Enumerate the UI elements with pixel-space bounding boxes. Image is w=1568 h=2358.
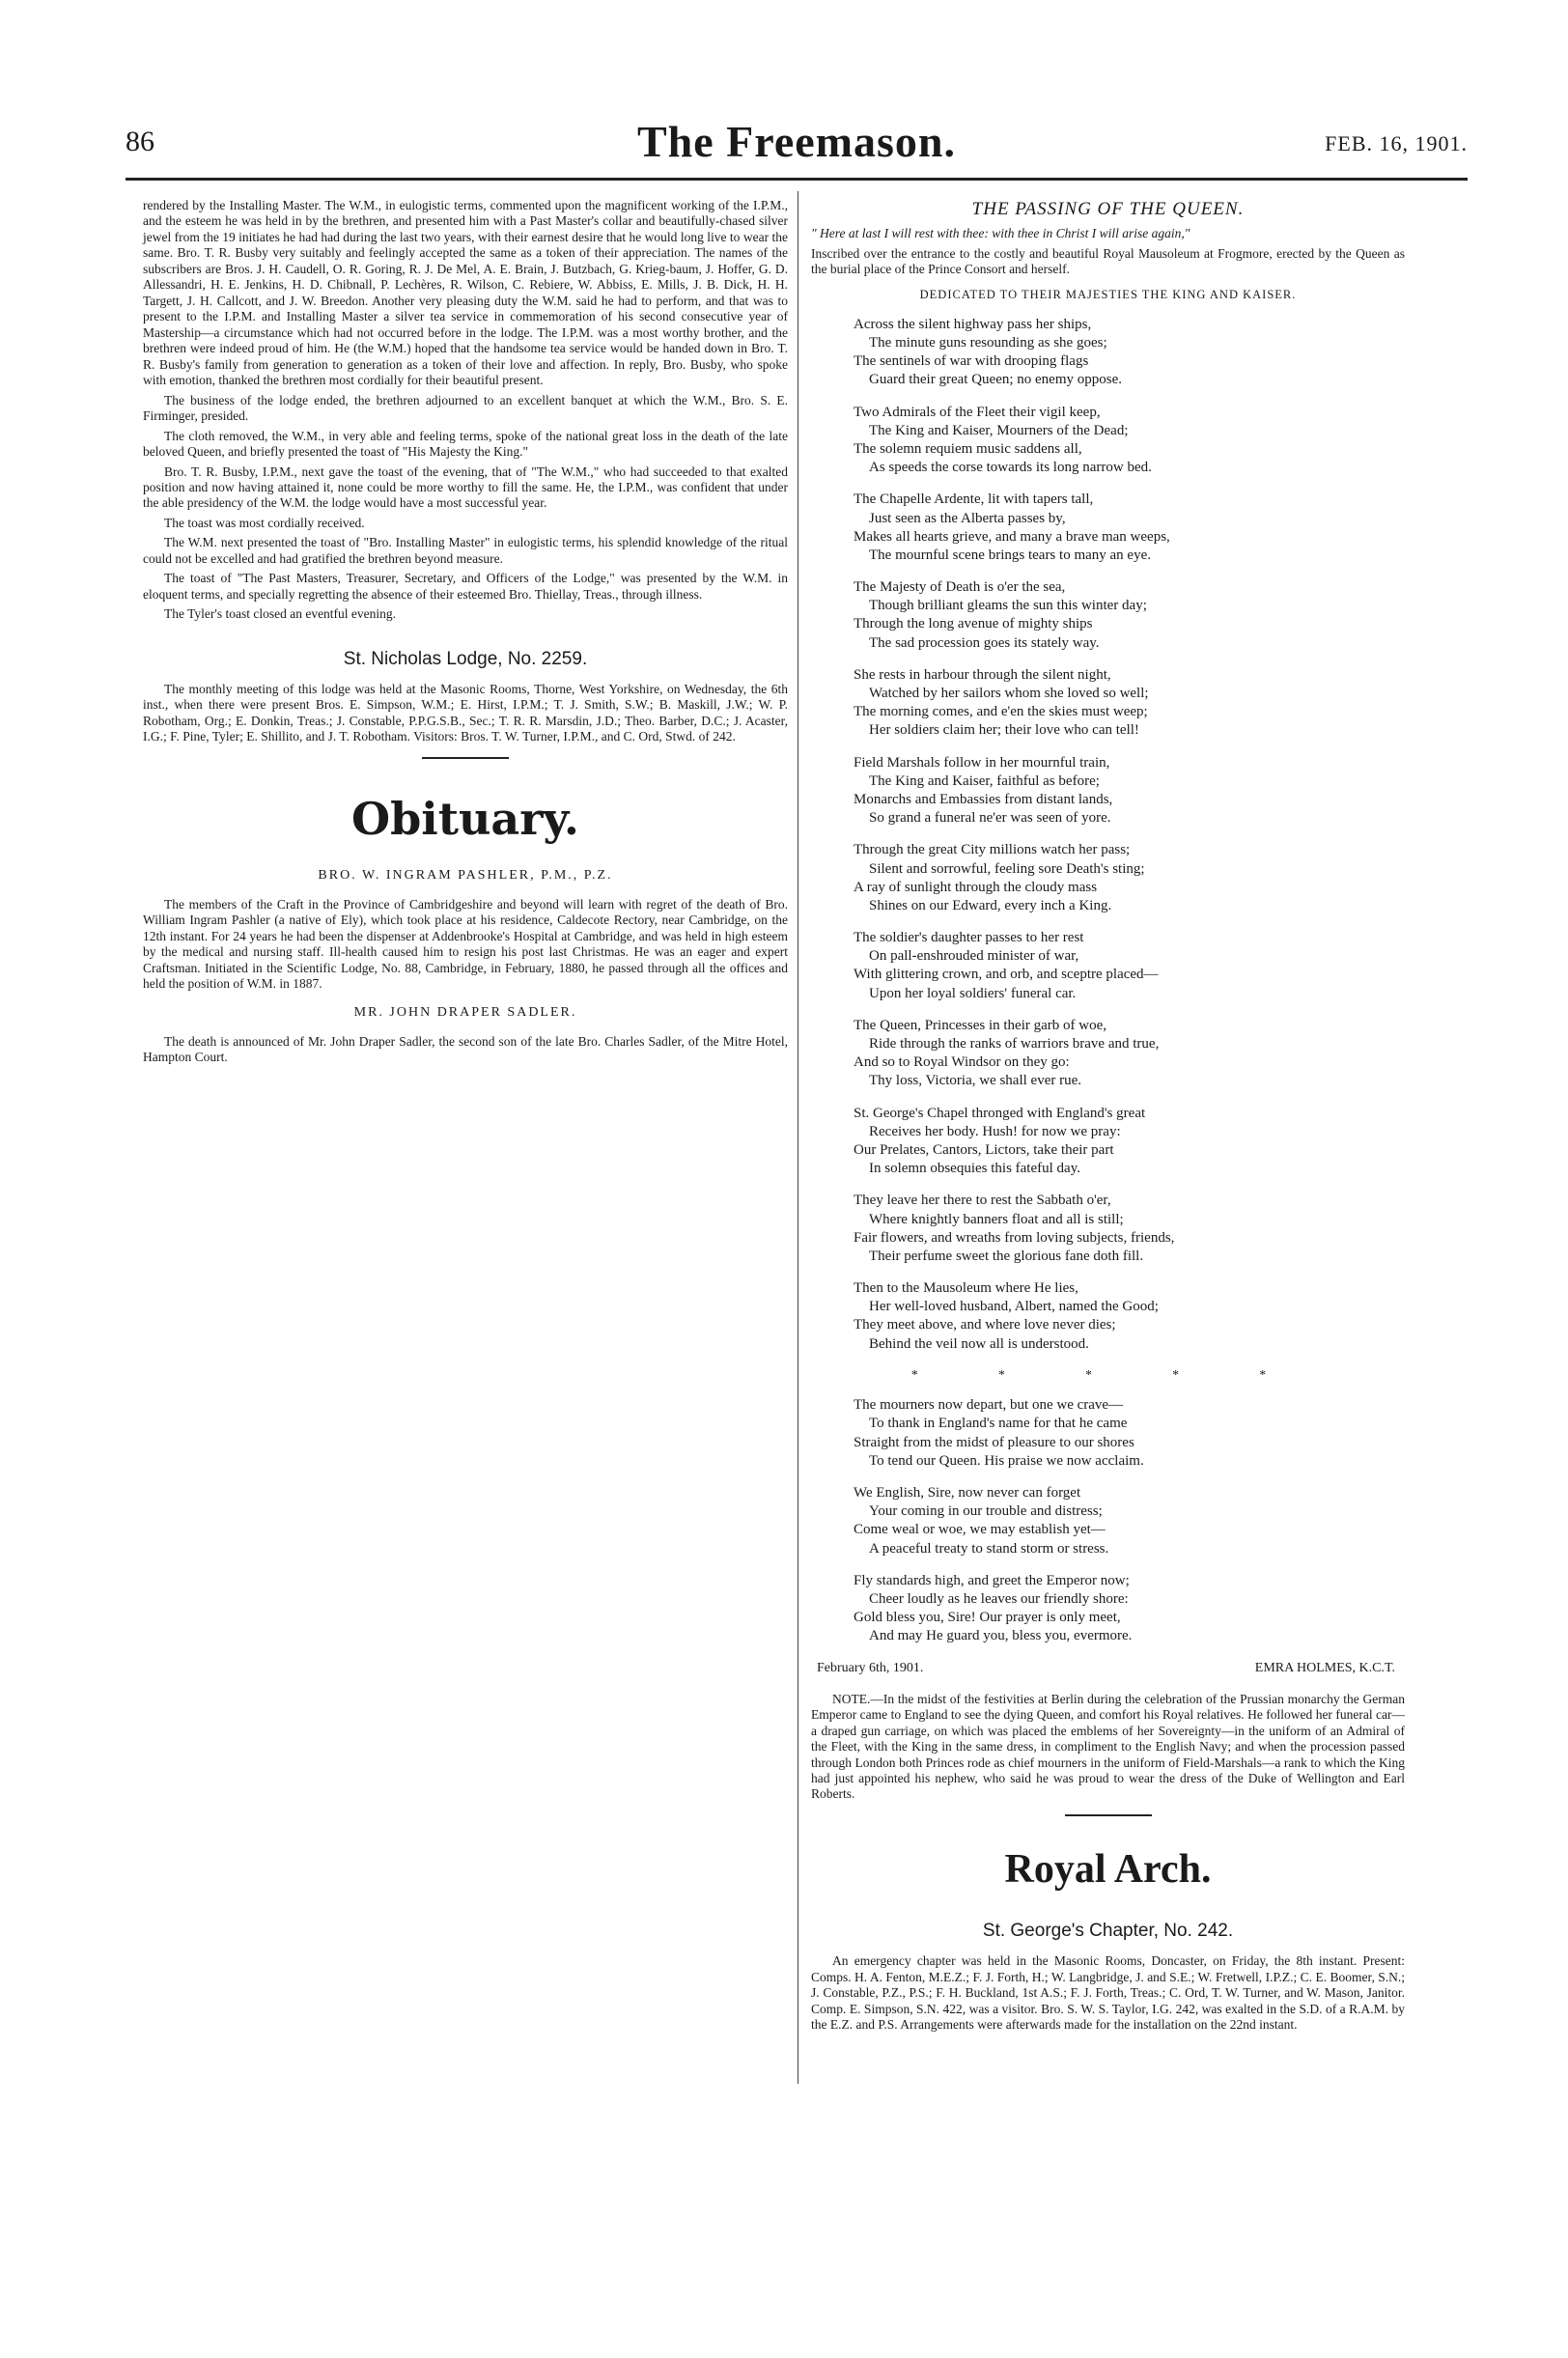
poem-line: Fly standards high, and greet the Emperor now; xyxy=(854,1572,1130,1588)
poem-stanza xyxy=(854,754,1405,828)
sadler-paragraph: The death is announced of Mr. John Draper Sadler, the second son of the late Bro. Charles Sadler, of the Mitre Hotel, Hampton Court. xyxy=(143,1033,788,1065)
poem-line: Their perfume sweet the glorious fane doth fill. xyxy=(869,1248,1144,1264)
poem-line: They meet above, and where love never dies; xyxy=(854,1317,1116,1333)
poem-line: As speeds the corse towards its long narrow bed. xyxy=(869,460,1152,476)
poem-line: Through the long avenue of mighty ships xyxy=(854,616,1093,632)
poem-line: To tend our Queen. His praise we now acclaim. xyxy=(869,1452,1144,1469)
poem-line: Guard their great Queen; no enemy oppose. xyxy=(869,372,1122,388)
poem-stanza xyxy=(854,1484,1405,1558)
poem-line: The morning comes, and e'en the skies must weep; xyxy=(854,704,1148,720)
poem-stanza xyxy=(854,491,1405,565)
poem-line: The soldier's daughter passes to her rest xyxy=(854,930,1084,946)
poem-line: Just seen as the Alberta passes by, xyxy=(869,510,1066,526)
poem-line: Ride through the ranks of warriors brave and true, xyxy=(869,1036,1160,1053)
poem-line: The sad procession goes its stately way. xyxy=(869,634,1100,651)
poem-line: Our Prelates, Cantors, Lictors, take their part xyxy=(854,1141,1114,1158)
poem-line: Fair flowers, and wreaths from loving subjects, friends, xyxy=(854,1229,1175,1246)
poem-line: The King and Kaiser, faithful as before; xyxy=(869,772,1100,789)
poem-line: So grand a funeral ne'er was seen of yore. xyxy=(869,810,1111,827)
poem-stanza xyxy=(854,1572,1405,1646)
poem-line: The minute guns resounding as she goes; xyxy=(869,335,1107,351)
poem-line: The mournful scene brings tears to many an eye. xyxy=(869,547,1151,563)
poem-line: Receives her body. Hush! for now we pray: xyxy=(869,1123,1121,1139)
poem-stanza xyxy=(854,1396,1405,1471)
left-column xyxy=(143,198,788,1070)
poem-stanzas xyxy=(811,316,1405,1354)
poem-line: Watched by her sailors whom she loved so well; xyxy=(869,686,1149,702)
poem-line: In solemn obsequies this fateful day. xyxy=(869,1161,1080,1177)
obituary-title: Obituary. xyxy=(351,792,579,845)
poem-stanza xyxy=(854,1192,1405,1266)
body-paragraph: Bro. T. R. Busby, I.P.M., next gave the toast of the evening, that of "The W.M.," who had succeeded to that exalted position and now having attained it, none could be more worthy to fill the same. He, the I.P.M., was confident that under the able presidency of the W.M. the lodge would have a most successful year. xyxy=(143,463,788,511)
opening-paragraph: rendered by the Installing Master. The W.M., in eulogistic terms, commented upon the magnificent working of the I.P.M., and the esteem he was held in by the brethren, and presented him with a Past Master's collar and beautifully-chased silver jewel from the 19 initiates he had had during the last two years, with their earnest desire that he would long live to wear the same. Bro. T. R. Busby very suitably and feelingly accepted the same as a token of their appreciation. The names of the subscribers are Bros. J. H. Caudell, O. R. Goring, R. J. De Mel, A. E. Brain, J. Butzbach, G. Krieg-baum, J. Hoffer, G. D. Allessandri, H. E. Jenkins, H. D. Chibnall, P. Lechères, R. Wilson, C. Rebiere, W. Abbiss, E. Mills, J. B. Dick, H. H. Targett, J. H. Callcott, and J. W. Breedon. Another very pleasing duty the W.M. said he had to perform, and that was to present to the I.P.M. and Installing Master a silver tea service in commemoration of his second consecutive year of Mastership—a circumstance which had not occurred before in the lodge. The I.P.M. was a most worthy brother, and the brethren were indeed proud of him. He (the W.M.) hoped that the handsome tea service would be handed down in Bro. T. R. Busby's family from generation to generation as a token of their love and affection. In reply, Bro. Busby, who spoke with emotion, thanked the brethren most cordially for their beautiful present. xyxy=(143,198,788,388)
poem-line: The Majesty of Death is o'er the sea, xyxy=(854,579,1066,596)
poem-line: On pall-enshrouded minister of war, xyxy=(869,948,1079,965)
poem-line: With glittering crown, and orb, and sceptre placed— xyxy=(854,967,1159,983)
sadler-heading: MR. JOHN DRAPER SADLER. xyxy=(353,1004,577,1020)
poem-stanzas-after xyxy=(811,1396,1405,1645)
poem-line: The King and Kaiser, Mourners of the Dead; xyxy=(869,422,1129,438)
body-paragraph: The cloth removed, the W.M., in very able and feeling terms, spoke of the national great loss in the death of the late beloved Queen, and briefly presented the toast of "His Majesty the King." xyxy=(143,428,788,460)
poem-title: THE PASSING OF THE QUEEN. xyxy=(971,199,1245,219)
body-paragraph: The business of the lodge ended, the brethren adjourned to an excellent banquet at which the W.M., Bro. S. E. Firminger, presided. xyxy=(143,392,788,424)
poem-line: Makes all hearts grieve, and many a brave man weeps, xyxy=(854,528,1170,545)
poem-line: Behind the veil now all is understood. xyxy=(869,1335,1089,1352)
poem-line: Two Admirals of the Fleet their vigil keep, xyxy=(854,404,1101,420)
poem-dedication: DEDICATED TO THEIR MAJESTIES THE KING AND KAISER. xyxy=(919,287,1297,301)
poem-stanza xyxy=(854,1279,1405,1354)
poem-line: They leave her there to rest the Sabbath o'er, xyxy=(854,1193,1111,1209)
st-nicholas-paragraph: The monthly meeting of this lodge was held at the Masonic Rooms, Thorne, West Yorkshire, on Wednesday, the 6th inst., when there were present Bros. E. Simpson, W.M.; E. Hirst, I.P.M.; T. J. Smith, S.W.; B. Maskill, J.W.; W. P. Robotham, Org.; E. Donkin, Treas.; J. Constable, P.P.G.S.B., Sec.; T. R. R. Marsdin, J.D.; Theo. Barber, D.C.; J. Acaster, I.G.; F. Pine, Tyler; E. Shillito, and J. T. Robotham. Visitors: Bros. T. W. Turner, I.P.M., and C. Ord, Stwd. of 242. xyxy=(143,681,788,744)
poem-stanza xyxy=(854,1105,1405,1179)
body-paragraph: The toast was most cordially received. xyxy=(164,515,365,530)
right-column xyxy=(811,198,1405,2037)
section-rule xyxy=(422,757,509,759)
body-paragraph: The toast of "The Past Masters, Treasurer, Secretary, and Officers of the Lodge," was presented by the W.M. in eloquent terms, and specially regretting the absence of their esteemed Bro. Thiellay, Treas., through illness. xyxy=(143,571,788,602)
poem-line: Where knightly banners float and all is still; xyxy=(869,1211,1124,1227)
poem-line: Across the silent highway pass her ships, xyxy=(854,316,1092,332)
poem-line: Though brilliant gleams the sun this winter day; xyxy=(869,598,1147,614)
poem-line: A ray of sunlight through the cloudy mass xyxy=(854,879,1098,895)
poem-line: She rests in harbour through the silent night, xyxy=(854,666,1111,683)
poem-line: And so to Royal Windsor on they go: xyxy=(854,1054,1070,1071)
poem-stanza xyxy=(854,578,1405,653)
pashler-heading: BRO. W. INGRAM PASHLER, P.M., P.Z. xyxy=(318,867,613,883)
poem-line: To thank in England's name for that he came xyxy=(869,1416,1128,1432)
poem-line: Then to the Mausoleum where He lies, xyxy=(854,1280,1078,1297)
poem-line: A peaceful treaty to stand storm or stress. xyxy=(869,1540,1109,1557)
poem-line: The solemn requiem music saddens all, xyxy=(854,440,1082,457)
poem-epigraph: " Here at last I will rest with thee: with thee in Christ I will arise again," xyxy=(811,226,1190,241)
poem-line: We English, Sire, now never can forget xyxy=(854,1485,1081,1502)
pashler-paragraph: The members of the Craft in the Province of Cambridgeshire and beyond will learn with regret of the death of Bro. William Ingram Pashler (a native of Ely), which took place at his residence, Caldecote Rectory, near Cambridge, on the 12th instant. For 24 years he had been the dispenser at Addenbrooke's Hospital at Cambridge, and was held in high esteem by the medical and nursing staff. Ill-health caused him to resign his post last Christmas. He was an eager and expert Craftsman. Initiated in the Scientific Lodge, No. 88, Cambridge, in February, 1880, he passed through all the offices and held the position of W.M. in 1887. xyxy=(143,896,788,992)
st-george-paragraph: An emergency chapter was held in the Masonic Rooms, Doncaster, on Friday, the 8th instant. Present: Comps. H. A. Fenton, M.E.Z.; F. J. Forth, H.; W. Langbridge, J. and S.E.; W. Fretwell, I.P.Z.; C. E. Boomer, S.N.; J. Constable, P.Z., P.S.; F. H. Buckland, 1st A.S.; F. J. Forth, Treas.; C. Ord, T. W. Turner, and W. Mason, Janitor. Comp. E. Simpson, S.N. 422, was a visitor. Bro. S. W. S. Taylor, I.G. 242, was exalted in the S.D. of a R.A.M. by the E.Z. and P.S. Arrangements were afterwards made for the installation on the 22nd instant. xyxy=(811,1953,1405,2033)
poem-line: Come weal or woe, we may establish yet— xyxy=(854,1522,1106,1538)
poem-line: Her well-loved husband, Albert, named the Good; xyxy=(869,1299,1159,1315)
poem-line: Thy loss, Victoria, we shall ever rue. xyxy=(869,1073,1082,1089)
poem-line: St. George's Chapel thronged with England's great xyxy=(854,1105,1146,1121)
poem-stanza xyxy=(854,404,1405,478)
poem-stanza xyxy=(854,841,1405,915)
page-header xyxy=(126,116,1468,174)
poem-line: Monarchs and Embassies from distant lands, xyxy=(854,791,1113,807)
body-paragraph: The W.M. next presented the toast of "Bro. Installing Master" in eulogistic terms, his splendid knowledge of the ritual could not be excelled and had gratified the brethren beyond measure. xyxy=(143,535,788,566)
royal-arch-title: Royal Arch. xyxy=(1004,1846,1212,1892)
poem-line: Field Marshals follow in her mournful train, xyxy=(854,754,1110,771)
poem-line: Cheer loudly as he leaves our friendly shore: xyxy=(869,1590,1129,1607)
poem-line: The Queen, Princesses in their garb of woe, xyxy=(854,1017,1107,1033)
poem-line: Through the great City millions watch her pass; xyxy=(854,842,1131,858)
section-rule xyxy=(1065,1814,1152,1816)
masthead-title: The Freemason. xyxy=(636,117,956,166)
poem-line: And may He guard you, bless you, evermore. xyxy=(869,1628,1133,1644)
poem-line: The sentinels of war with drooping flags xyxy=(854,353,1089,370)
poem-stanza xyxy=(854,1017,1405,1091)
st-george-heading: St. George's Chapter, No. 242. xyxy=(982,1921,1234,1942)
page-number: 86 xyxy=(126,126,154,157)
body-paragraph: The Tyler's toast closed an eventful evening. xyxy=(164,606,397,622)
issue-date: FEB. 16, 1901. xyxy=(1325,131,1468,155)
asterisk-divider: * * * * * xyxy=(910,1366,1305,1382)
poem-line: Silent and sorrowful, feeling sore Death's sting; xyxy=(869,860,1145,877)
poem-line: Gold bless you, Sire! Our prayer is only meet, xyxy=(854,1610,1121,1626)
poem-stanza xyxy=(854,929,1405,1003)
poem-signoff xyxy=(817,1660,1395,1676)
poem-author: EMRA HOLMES, K.C.T. xyxy=(1254,1660,1395,1675)
poem-stanza xyxy=(854,316,1405,390)
poem-stanza xyxy=(854,666,1405,741)
note-paragraph: NOTE.—In the midst of the festivities at Berlin during the celebration of the Prussian monarchy the German Emperor came to England to see the dying Queen, and comfort his Royal relatives. He followed her funeral car—a draped gun carriage, on which was placed the emblems of her Sovereignty—in the uniform of an Admiral of the Fleet, with the King in the same dress, in compliment to the English Navy; and when the procession passed through London both Princes rode as chief mourners in the uniform of Field-Marshals—a rank to which the King had just appointed his nephew, who said he was proud to wear the dress of the Duke of Wellington and Earl Roberts. xyxy=(811,1691,1405,1802)
epigraph-note: Inscribed over the entrance to the costly and beautiful Royal Mausoleum at Frogmore, erected by the Queen as the burial place of the Prince Consort and herself. xyxy=(811,245,1405,277)
poem-line: The Chapelle Ardente, lit with tapers tall, xyxy=(854,491,1094,508)
header-rule xyxy=(126,178,1468,181)
st-nicholas-heading: St. Nicholas Lodge, No. 2259. xyxy=(343,648,588,669)
poem-line: Shines on our Edward, every inch a King. xyxy=(869,897,1112,913)
poem-line: Your coming in our trouble and distress; xyxy=(869,1503,1103,1520)
poem-date: February 6th, 1901. xyxy=(817,1660,924,1675)
poem-line: The mourners now depart, but one we crave— xyxy=(854,1397,1124,1414)
poem-line: Straight from the midst of pleasure to our shores xyxy=(854,1434,1134,1450)
poem-line: Upon her loyal soldiers' funeral car. xyxy=(869,985,1077,1001)
poem-line: Her soldiers claim her; their love who can tell! xyxy=(869,722,1139,739)
